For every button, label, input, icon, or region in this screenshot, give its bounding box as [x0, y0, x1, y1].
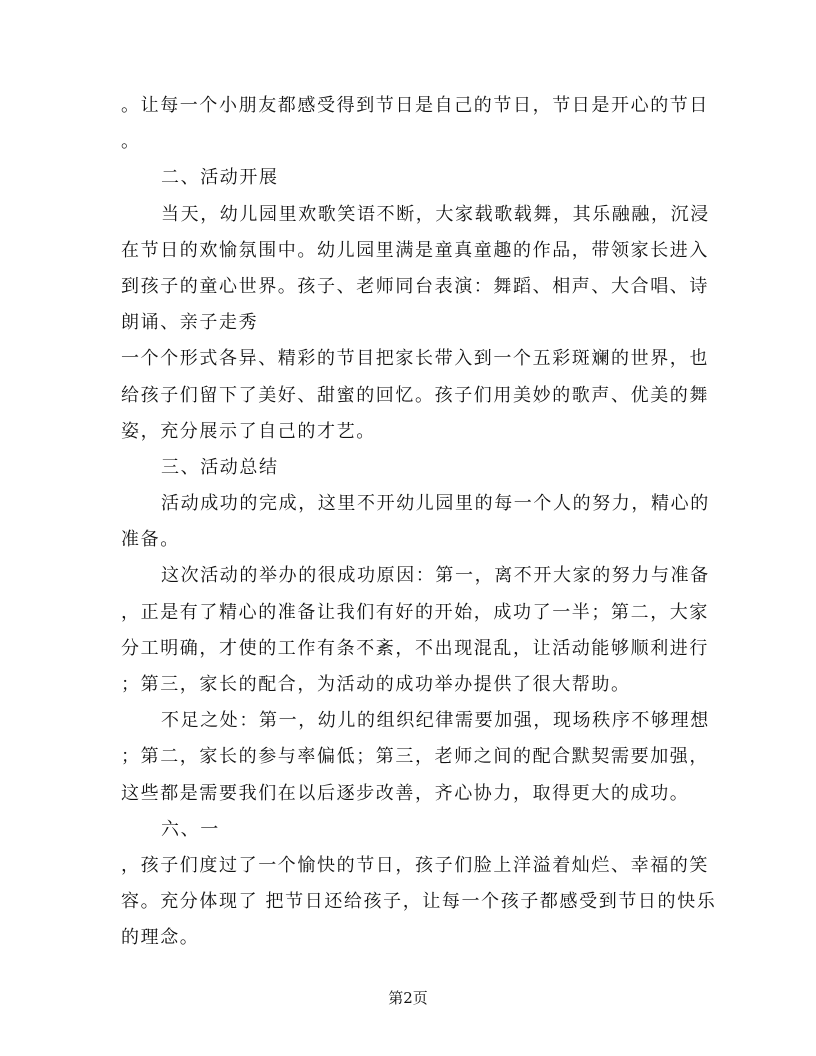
section-heading: 三、活动总结: [161, 456, 279, 478]
text-line: ，孩子们度过了一个愉快的节日，孩子们脸上洋溢着灿烂、幸福的笑: [121, 854, 709, 876]
text-line: 。让每一个小朋友都感受得到节日是自己的节日，节日是开心的节日: [121, 95, 709, 116]
page-number: 第2页: [388, 989, 428, 1007]
text-line: 当天，幼儿园里欢歌笑语不断，大家载歌载舞，其乐融融，沉浸: [161, 203, 710, 225]
text-line: ；第三，家长的配合，为活动的成功举办提供了很大帮助。: [121, 674, 631, 695]
text-line: 这些都是需要我们在以后逐步改善，齐心协力，取得更大的成功。: [121, 782, 690, 804]
text-line: 不足之处：第一，幼儿的组织纪律需要加强，现场秩序不够理想: [161, 710, 710, 732]
text-line: 。: [121, 131, 141, 153]
document-body: [121, 88, 717, 957]
text-line: ；第二，家长的参与率偏低；第三，老师之间的配合默契需要加强，: [121, 746, 709, 768]
text-line: 到孩子的童心世界。孩子、老师同台表演：舞蹈、相声、大合唱、诗: [121, 275, 709, 297]
text-line: 一个个形式各异、精彩的节目把家长带入到一个五彩斑斓的世界，也: [121, 348, 709, 370]
text-line: ，正是有了精心的准备让我们有好的开始，成功了一半；第二，大家: [121, 601, 709, 623]
section-heading: 二、活动开展: [161, 167, 279, 189]
text-line: 朗诵、亲子走秀: [121, 312, 259, 334]
section-heading: 六、一: [161, 818, 220, 840]
text-line: 姿，充分展示了自己的才艺。: [121, 420, 376, 442]
text-line: 在节日的欢愉氛围中。幼儿园里满是童真童趣的作品，带领家长进入: [121, 239, 709, 261]
text-line: 分工明确，才使的工作有条不紊，不出现混乱，让活动能够顺利进行: [121, 637, 709, 659]
text-line: 给孩子们留下了美好、甜蜜的回忆。孩子们用美妙的歌声、优美的舞: [121, 384, 709, 406]
text-line: 这次活动的举办的很成功原因：第一，离不开大家的努力与准备: [161, 565, 710, 587]
text-line: 容。充分体现了 把节日还给孩子，让每一个孩子都感受到节日的快乐: [121, 891, 717, 913]
text-line: 活动成功的完成，这里不开幼儿园里的每一个人的努力，精心的: [161, 493, 710, 515]
text-line: 的理念。: [121, 927, 200, 949]
text-line: 准备。: [121, 529, 180, 551]
